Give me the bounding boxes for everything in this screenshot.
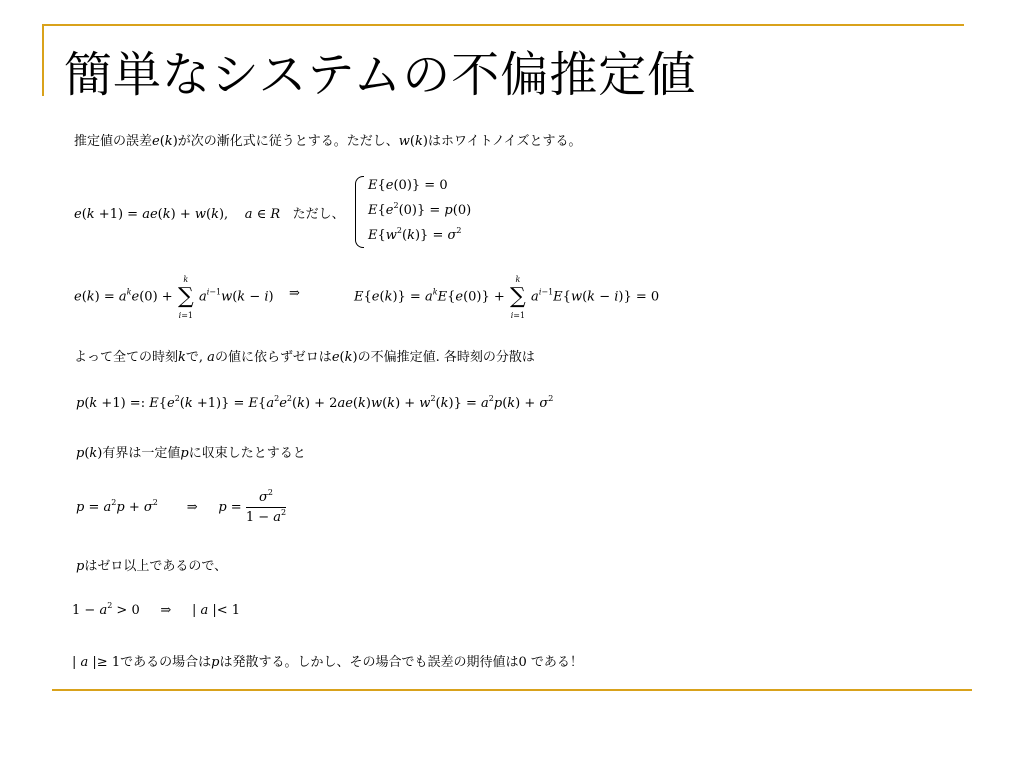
expectation-equation: $E\{e(k)\} = a^kE\{e(0)\}$ + k ∑ i=1 $a^{i-1}E\{w(k - i)\} = 0$: [354, 275, 660, 320]
convergence-statement: p(k)有界は一定値pに収束したとすると: [76, 446, 306, 461]
unbiased-statement: よって全ての時刻kで, aの値に依らずゼロはe(k)の不偏推定値. 各時刻の分散は: [74, 350, 535, 365]
recurrence-equation: e(k +1) = ae(k) + w(k), a ∈ R ただし、: [74, 207, 345, 222]
summation-symbol: k ∑ i=1: [177, 275, 194, 320]
nonnegative-statement: pはゼロ以上であるので、: [76, 559, 228, 574]
footer-rule: [52, 689, 972, 691]
condition-mean-e0: E{e(0)} = 0: [368, 178, 448, 193]
condition-var-e0: $E\{e^2(0)\} = p(0)$: [368, 201, 472, 218]
steady-state-fraction: $\frac{\sigma^2}{1 - a^2}$: [245, 488, 287, 525]
error-solution-equation: $e(k) = a^ke(0)$ + k ∑ i=1 $a^{i-1}w(k - i)$: [74, 275, 274, 320]
condition-var-w: $E\{w^2(k)\} = \sigma^2$: [368, 226, 462, 243]
variance-equation: p(k +1) =: $E\{e^2(k +1)\} = E\{a^2e^2(k) + 2ae(k)w(k) + w^2(k)\} = a^2p(k) + \sigma^2$: [76, 394, 554, 411]
slide-title: 簡単なシステムの不偏推定値: [64, 47, 697, 103]
summation-symbol: k ∑ i=1: [510, 275, 526, 320]
stability-condition: $1 - a^2 > 0$ ⇒ | a |< 1: [72, 601, 241, 618]
steady-state-equation: $p = a^2p + \sigma^2$ ⇒ p = $\frac{\sigma^2}{1 - a^2}$: [76, 488, 287, 525]
intro-line: 推定値の誤差e(k)が次の漸化式に従うとする。ただし、w(k)はホワイトノイズとする。: [74, 134, 582, 149]
divergence-statement: | a |≥ 1であるの場合はpは発散する。しかし、その場合でも誤差の期待値は0 である！: [72, 655, 583, 670]
conditions-brace: [355, 176, 364, 248]
implies-arrow: ⇒: [289, 286, 300, 301]
